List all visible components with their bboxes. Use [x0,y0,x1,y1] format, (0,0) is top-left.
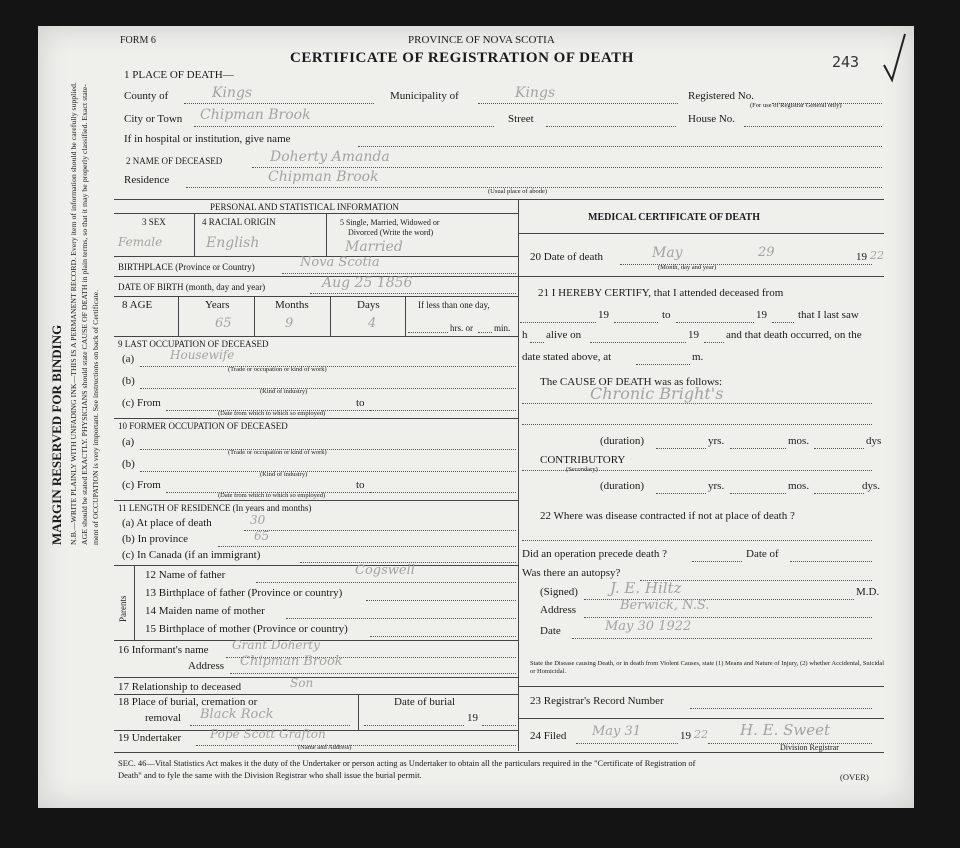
residence-value: Chipman Brook [268,169,379,185]
residence-province-value: 65 [254,529,270,543]
registrar-record-label: 23 Registrar's Record Number [530,695,664,707]
operation-label: Did an operation precede death ? [522,548,668,560]
residence-place-value: 30 [250,513,266,527]
certify-to: to [662,309,671,321]
name-of-deceased-label: 2 NAME OF DECEASED [126,156,223,166]
father-birthplace-label: 13 Birthplace of father (Province or country) [145,587,343,599]
filed-year-value: 22 [694,728,708,741]
burial-value: Black Rock [200,707,274,722]
certify-m: m. [692,351,704,363]
relationship-value: Son [290,676,314,690]
division-registrar-label: Division Registrar [780,743,839,752]
sec46-note-line-1: SEC. 46—Vital Statistics Act makes it the duty of the Undertaker or person acting as Undertaker to obtain all the particulars required in the "Certificate of Registration of [118,758,696,768]
certificate-stamp-number: 243 [832,53,860,71]
duration-dys-2: dys. [862,480,881,492]
racial-origin-value: English [206,235,260,251]
death-date-label: 20 Date of death [530,251,603,263]
racial-origin-label: 4 RACIAL ORIGIN [202,217,276,227]
certify-date-stated: date stated above, at [522,351,612,363]
certify-death-occurred: and that death occurred, on the [726,329,862,341]
certify-19-c: 19 [688,329,699,341]
contributory-label: CONTRIBUTORY [540,454,626,466]
last-occ-trade-note: (Trade or occupation or kind of work) [228,366,327,373]
death-date-day: 29 [758,245,775,260]
informant-name-label: 16 Informant's name [118,644,209,656]
sex-label: 3 SEX [142,217,166,227]
burial-label-2: removal [145,712,182,724]
informant-name-value: Grant Doherty [232,638,320,652]
former-occ-b: (b) [122,458,135,470]
street-label: Street [508,113,534,125]
residence-label: Residence [124,174,170,186]
last-occ-to: to [356,397,365,409]
marital-value: Married [345,239,403,255]
county-label: County of [124,90,169,102]
death-date-note: (Month, day and year) [658,264,717,271]
relationship-label: 17 Relationship to deceased [118,681,242,693]
registrar-signature: H. E. Sweet [740,721,830,739]
certify-19-b: 19 [756,309,767,321]
duration-yrs-1: yrs. [708,435,725,447]
father-name-value: Cogswell [355,563,415,578]
residence-place-label: (a) At place of death [122,517,212,529]
city-value: Chipman Brook [200,107,311,123]
duration-mos-1: mos. [788,435,810,447]
birthplace-value: Nova Scotia [300,255,380,270]
medical-heading: MEDICAL CERTIFICATE OF DEATH [588,212,760,223]
last-occ-date-note: (Date from which to which so employed) [218,410,326,417]
certify-last-saw: that I last saw [798,309,859,321]
physician-date-value: May 30 1922 [605,619,692,634]
burial-date-label: Date of burial [394,696,456,708]
death-year-prefix: 19 [856,251,867,263]
last-occ-b: (b) [122,375,135,387]
burial-label-1: 18 Place of burial, cremation or [118,696,258,708]
cause-label: The CAUSE OF DEATH was as follows: [540,376,723,388]
cause-value: Chronic Bright's [590,384,724,403]
place-of-death-heading: 1 PLACE OF DEATH— [124,69,234,81]
dob-label: DATE OF BIRTH (month, day and year) [118,282,266,292]
registrar-note: (For use of Registrar General only) [750,102,842,109]
birthplace-label: BIRTHPLACE (Province or Country) [118,262,255,272]
over-label: (OVER) [840,772,869,782]
filed-value: May 31 [592,724,642,739]
informant-address-value: Chipman Brook [240,654,343,669]
certify-19-a: 19 [598,309,609,321]
municipality-label: Municipality of [390,90,459,102]
duration-mos-2: mos. [788,480,810,492]
form-number: FORM 6 [120,35,156,46]
years-label: Years [205,299,230,311]
days-label: Days [357,299,380,311]
undertaker-note: (Name and Address) [298,744,352,751]
state-disease-note-1: State the Disease causing Death, or in death from Violent Causes, state (1) Means and Nature of Injury, (2) whether Accidental, Suicidal or Homicidal. [530,660,885,675]
hrs-label: hrs. or [450,323,473,333]
registered-no-label: Registered No. [688,90,754,102]
margin-note-line-3: ment of OCCUPATION is very important. See instructions on back of Certificate. [91,289,100,545]
secondary-note: (Secondary) [566,466,598,473]
undertaker-value: Pope Scott Grafton [210,727,326,741]
duration-dys-1: dys [866,435,882,447]
former-occ-industry-note: (Kind of industry) [260,471,308,478]
parents-side-label: Parents [118,595,128,622]
check-mark-icon [880,30,910,85]
min-label: min. [494,323,511,333]
mother-name-label: 14 Maiden name of mother [145,605,265,617]
certify-h: h [522,329,528,341]
margin-reserved-label: MARGIN RESERVED FOR BINDING [49,324,64,545]
dob-value: Aug 25 1856 [322,275,413,291]
house-no-label: House No. [688,113,736,125]
physician-address-label: Address [540,604,577,616]
last-occupation-value: Housewife [170,348,235,362]
marital-label-1: 5 Single, Married, Widowed or [340,218,440,227]
informant-address-label: Address [188,660,225,672]
personal-heading: PERSONAL AND STATISTICAL INFORMATION [210,202,399,212]
signed-label: (Signed) [540,586,578,598]
physician-address-value: Berwick, N.S. [620,598,710,613]
marital-label-2: Divorced (Write the word) [348,228,434,237]
sex-value: Female [118,235,163,249]
former-occupation-heading: 10 FORMER OCCUPATION OF DECEASED [118,421,288,431]
md-label: M.D. [856,586,880,598]
sec46-note-line-2: Death" and to fyle the same with the Division Registrar who shall issue the burial permit. [118,770,422,780]
signed-value: J. E. Hiltz [610,579,682,597]
contracted-label: 22 Where was disease contracted if not at place of death ? [540,510,795,522]
months-value: 9 [285,316,294,331]
margin-note-line-2: AGE should be stated EXACTLY. PHYSICIANS should state CAUSE OF DEATH in plain terms, so that it may be properly classified. Exact state- [80,84,89,545]
name-of-deceased-value: Doherty Amanda [270,149,390,165]
residence-canada-label: (c) In Canada (if an immigrant) [122,549,261,561]
former-occ-a: (a) [122,436,135,448]
death-date-month: May [652,245,683,261]
duration-label-2: (duration) [600,480,644,492]
less-than-day-label: If less than one day, [418,300,490,310]
province-heading: PROVINCE OF NOVA SCOTIA [408,34,555,46]
margin-note-line-1: N.B.—WRITE PLAINLY WITH UNFADING INK—THIS IS A PERMANENT RECORD. Every item of information should be carefully supplied. [69,82,78,545]
burial-year-label: 19 [467,712,478,724]
last-occ-industry-note: (Kind of industry) [260,388,308,395]
last-occ-c-from: (c) From [122,397,161,409]
undertaker-label: 19 Undertaker [118,732,182,744]
form-title: CERTIFICATE OF REGISTRATION OF DEATH [290,50,634,66]
years-value: 65 [215,316,232,331]
operation-date-label: Date of [746,548,779,560]
filed-label: 24 Filed [530,730,567,742]
father-name-label: 12 Name of father [145,569,226,581]
former-occ-to: to [356,479,365,491]
former-occ-date-note: (Date from which to which so employed) [218,492,326,499]
last-occ-a: (a) [122,353,135,365]
former-occ-c-from: (c) From [122,479,161,491]
death-year: 22 [870,249,884,262]
age-label: 8 AGE [122,299,153,311]
certify-alive-on: alive on [546,329,582,341]
duration-yrs-2: yrs. [708,480,725,492]
county-value: Kings [212,85,253,101]
duration-label-1: (duration) [600,435,644,447]
filed-year-label: 19 [680,730,691,742]
city-label: City or Town [124,113,183,125]
hospital-label: If in hospital or institution, give name [124,133,291,145]
mother-birthplace-label: 15 Birthplace of mother (Province or country) [145,623,348,635]
certify-line-1: 21 I HEREBY CERTIFY, that I attended deceased from [538,287,784,299]
municipality-value: Kings [515,85,556,101]
months-label: Months [275,299,309,311]
residence-province-label: (b) In province [122,533,188,545]
physician-date-label: Date [540,625,561,637]
residence-length-heading: 11 LENGTH OF RESIDENCE (In years and months) [118,503,312,513]
autopsy-label: Was there an autopsy? [522,567,621,579]
last-occupation-heading: 9 LAST OCCUPATION OF DECEASED [118,339,269,349]
former-occ-trade-note: (Trade or occupation or kind of work) [228,449,327,456]
abode-note: (Usual place of abode) [488,188,548,195]
days-value: 4 [368,316,377,331]
